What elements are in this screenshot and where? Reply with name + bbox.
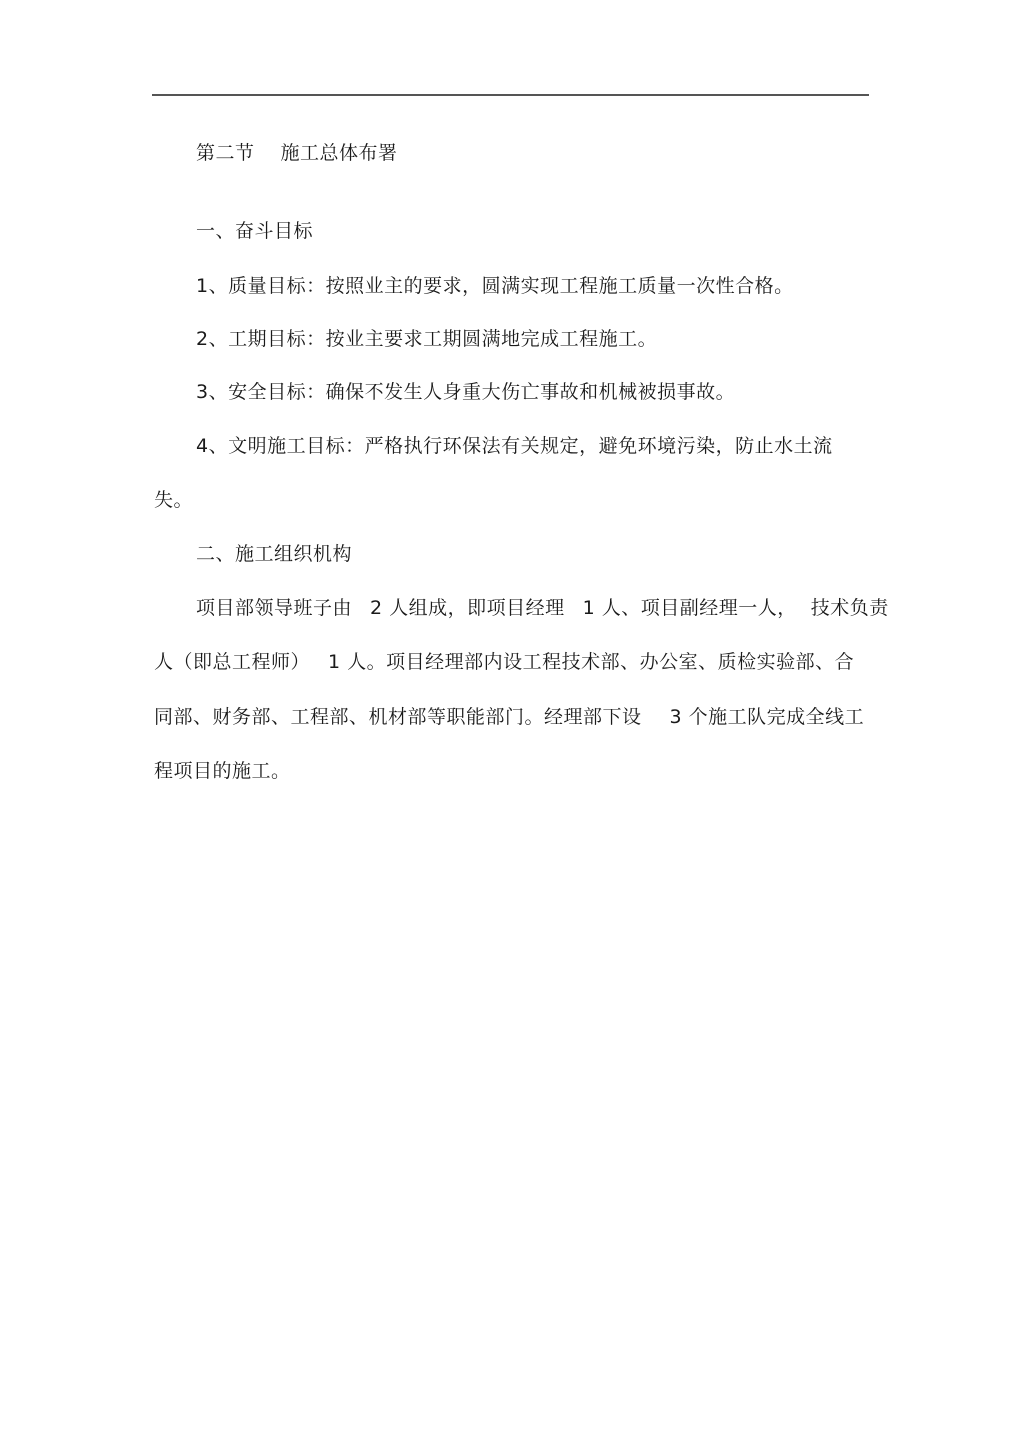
section-heading: [196, 141, 398, 165]
org-para-text: 1 人、项目副经理一人，: [582, 597, 797, 619]
goal-schedule: 2、工期目标：按业主要求工期圆满地完成工程施工。: [196, 328, 658, 350]
org-para-line-4: 程项目的施工。: [154, 760, 291, 782]
org-para-line-3: [154, 705, 864, 729]
org-para-text: 1 人。项目经理部内设工程技术部、办公室、质检实验部、合: [328, 651, 855, 673]
org-para-text: 项目部领导班子由: [196, 597, 353, 619]
org-para-text: 2 人组成，即项目经理: [370, 597, 565, 619]
goals-heading: 一、奋斗目标: [196, 220, 314, 242]
goal-civilized: 4、文明施工目标：严格执行环保法有关规定，避免环境污染，防止水土流: [196, 435, 833, 457]
org-heading: 二、施工组织机构: [196, 543, 353, 565]
header-rule: [152, 94, 869, 96]
org-para-text: 技术负责: [810, 597, 889, 619]
org-para-line-2: [154, 650, 854, 674]
goal-civilized-cont: 失。: [154, 489, 194, 511]
org-para-text: 同部、财务部、工程部、机材部等职能部门。经理部下设: [154, 706, 642, 728]
section-title: 施工总体布署: [280, 142, 398, 164]
org-para-text: 3 个施工队完成全线工: [669, 706, 865, 728]
org-para-text: 人（即总工程师）: [154, 651, 311, 673]
goal-safety: 3、安全目标：确保不发生人身重大伤亡事故和机械被损事故。: [196, 381, 736, 403]
org-para-line-1: [196, 596, 889, 620]
goal-quality: 1、质量目标：按照业主的要求，圆满实现工程施工质量一次性合格。: [196, 275, 794, 297]
section-number: 第二节: [196, 142, 255, 164]
